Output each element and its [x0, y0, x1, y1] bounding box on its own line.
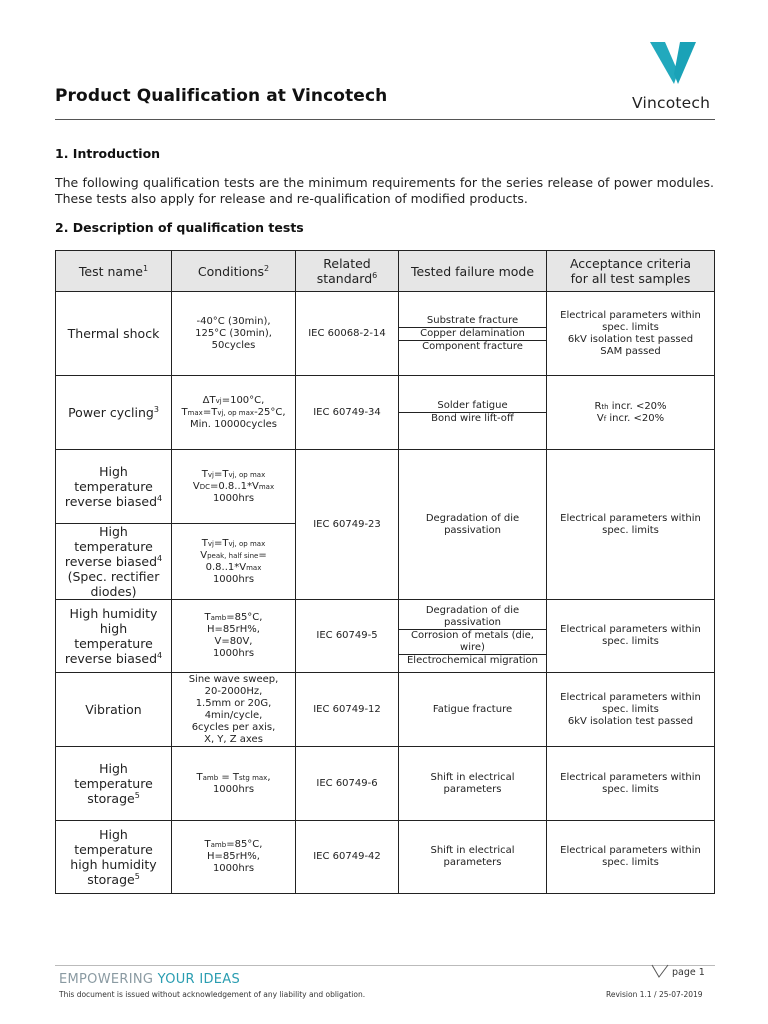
failure-modes-humidity — [399, 600, 547, 673]
standard-vibration: IEC 60749-12 — [296, 673, 399, 747]
header-divider — [55, 119, 715, 120]
standard-storage: IEC 60749-6 — [296, 747, 399, 821]
acceptance-humidity: Electrical parameters within spec. limits — [547, 600, 715, 673]
page-title: Product Qualification at Vincotech — [55, 86, 388, 106]
table-row — [56, 600, 715, 673]
section-heading-introduction: 1. Introduction — [55, 146, 161, 161]
footer-v-mark-icon — [651, 964, 669, 978]
standard-thermal-shock: IEC 60068-2-14 — [296, 292, 399, 376]
failure-mode-item: Bond wire lift-off — [399, 412, 546, 425]
failure-mode-item: Component fracture — [399, 340, 546, 353]
qualification-table — [55, 250, 715, 894]
failure-mode-item: Substrate fracture — [426, 314, 519, 326]
test-name-htrb: High temperature reverse biased$^4$ — [56, 450, 172, 524]
table-row — [56, 292, 715, 376]
failure-mode-item: Corrosion of metals (die, wire) — [399, 629, 546, 654]
acceptance-storage: Electrical parameters within spec. limits — [547, 747, 715, 821]
acceptance-power-cycling: Rth incr. <20% Vf incr. <20% — [547, 376, 715, 450]
header-conditions: Conditions$^2$ — [172, 251, 296, 292]
standard-hh-storage: IEC 60749-42 — [296, 821, 399, 894]
table-row — [56, 673, 715, 747]
revision-info: Revision 1.1 / 25-07-2019 — [606, 990, 703, 999]
standard-power-cycling: IEC 60749-34 — [296, 376, 399, 450]
acceptance-hh-storage: Electrical parameters within spec. limits — [547, 821, 715, 894]
footer-divider — [55, 965, 715, 966]
acceptance-vibration: Electrical parameters within spec. limits 6kV isolation test passed — [547, 673, 715, 747]
failure-mode-hh-storage: Shift in electrical parameters — [399, 821, 547, 894]
table-row — [56, 376, 715, 450]
conditions-htrb: Tvj=Tvj, op max VDC=0.8..1*Vmax 1000hrs — [172, 450, 296, 524]
table-row — [56, 747, 715, 821]
header-failure-mode: Tested failure mode — [399, 251, 547, 292]
failure-mode-vibration: Fatigue fracture — [399, 673, 547, 747]
conditions-humidity: Tamb=85°C, H=85rH%, V=80V, 1000hrs — [172, 600, 296, 673]
standard-htrb: IEC 60749-23 — [296, 450, 399, 600]
failure-mode-item: Copper delamination — [399, 327, 546, 340]
footer-disclaimer: This document is issued without acknowledgement of any liability and obligation. — [59, 990, 366, 999]
failure-mode-htrb: Degradation of die passivation — [399, 450, 547, 600]
header-test-name: Test name$^1$ — [56, 251, 172, 292]
test-name-power-cycling: Power cycling$^3$ — [56, 376, 172, 450]
table-row — [56, 450, 715, 524]
table-header-row — [56, 251, 715, 292]
section-heading-description: 2. Description of qualification tests — [55, 220, 304, 235]
footer-slogan: EMPOWERING YOUR IDEAS — [59, 972, 241, 987]
conditions-hh-storage: Tamb=85°C, H=85rH%, 1000hrs — [172, 821, 296, 894]
test-name-humidity: High humidity high temperature reverse biased$^4$ — [56, 600, 172, 673]
failure-mode-item: Electrochemical migration — [399, 654, 546, 667]
vincotech-v-icon — [650, 40, 700, 90]
acceptance-htrb: Electrical parameters within spec. limits — [547, 450, 715, 600]
test-name-hh-storage: High temperature high humidity storage$^5$ — [56, 821, 172, 894]
header-acceptance-criteria: Acceptance criteria for all test samples — [547, 251, 715, 292]
logo-text: Vincotech — [632, 94, 711, 112]
conditions-storage: Tamb = Tstg max, 1000hrs — [172, 747, 296, 821]
failure-mode-item: Degradation of die passivation — [425, 605, 520, 628]
conditions-vibration: Sine wave sweep, 20-2000Hz, 1.5mm or 20G, 4min/cycle, 6cycles per axis, X, Y, Z axes — [172, 673, 296, 747]
header-related-standard: Related standard$^6$ — [296, 251, 399, 292]
page-number: page 1 — [672, 967, 705, 978]
introduction-paragraph: The following qualification tests are the minimum requirements for the series release of power modules. These tests also apply for release and re-qualification of modified products. — [55, 175, 714, 206]
test-name-storage: High temperature storage$^5$ — [56, 747, 172, 821]
test-name-thermal-shock: Thermal shock — [56, 292, 172, 376]
test-name-htrb-rectifier: High temperature reverse biased$^4$ (Spec. rectifier diodes) — [56, 524, 172, 600]
test-name-vibration: Vibration — [56, 673, 172, 747]
failure-modes-thermal-shock — [399, 292, 547, 376]
conditions-power-cycling: ΔTvj=100°C, Tmax=Tvj, op max-25°C, Min. 10000cycles — [172, 376, 296, 450]
failure-modes-power-cycling — [399, 376, 547, 450]
conditions-htrb-rectifier: Tvj=Tvj, op max Vpeak, half sine= 0.8..1*Vmax 1000hrs — [172, 524, 296, 600]
failure-mode-storage: Shift in electrical parameters — [399, 747, 547, 821]
standard-humidity: IEC 60749-5 — [296, 600, 399, 673]
conditions-thermal-shock: -40°C (30min), 125°C (30min), 50cycles — [172, 292, 296, 376]
failure-mode-item: Solder fatigue — [437, 400, 508, 411]
table-row — [56, 821, 715, 894]
acceptance-thermal-shock: Electrical parameters within spec. limits 6kV isolation test passed SAM passed — [547, 292, 715, 376]
